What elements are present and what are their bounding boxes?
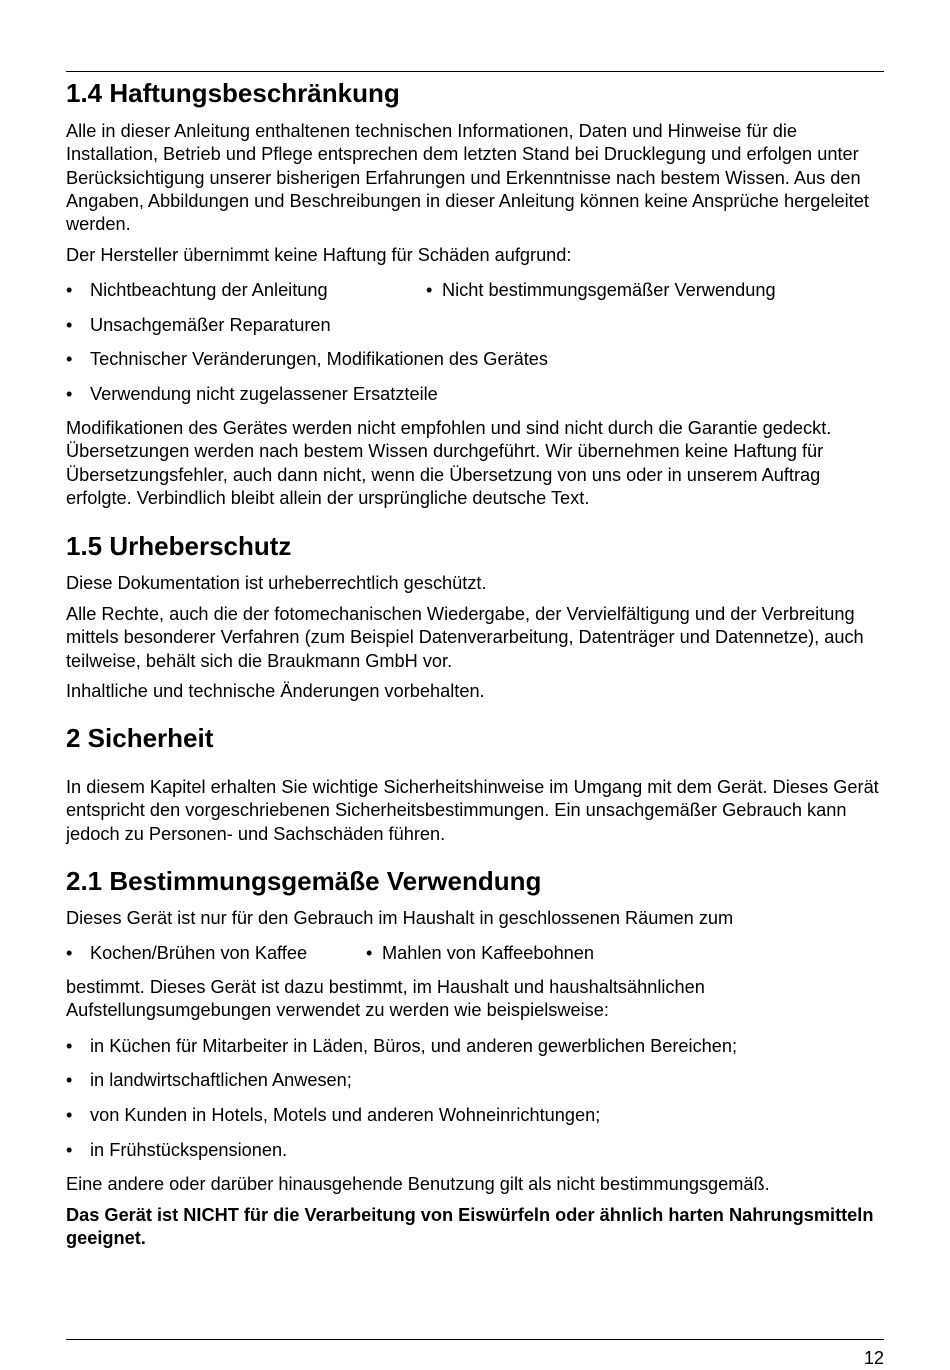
bullet-icon: • (366, 943, 373, 963)
bullet-icon: • (66, 315, 73, 335)
paragraph-changes: Inhaltliche und technische Änderungen vorbehalten. (66, 681, 485, 701)
bullet-icon: • (66, 1140, 73, 1160)
bullet-icon: • (66, 1070, 73, 1090)
paragraph-copyright: Diese Dokumentation ist urheberrechtlich geschützt. (66, 573, 487, 593)
bottom-rule (66, 1339, 884, 1340)
top-rule (66, 71, 884, 72)
bullet-icon: • (66, 280, 73, 300)
paragraph-household: bestimmt. Dieses Gerät ist dazu bestimmt, im Haushalt und haushaltsähnlichen Aufstellungsumgebungen verwendet zu werden wie beispielsweise: (66, 977, 705, 1021)
paragraph-safety: In diesem Kapitel erhalten Sie wichtige Sicherheitshinweise im Umgang mit dem Gerät. Dieses Gerät entspricht den vorgeschriebenen Sicherheitsbestimmungen. Ein unsachgemäßer Gebrauch kann jedoch zu Personen- und Sachschäden führen. (66, 777, 879, 844)
list-item: • in Küchen für Mitarbeiter in Läden, Büros, und anderen gewerblichen Bereichen; (66, 1035, 737, 1058)
section-title-1-4: 1.4 Haftungsbeschränkung (66, 78, 400, 108)
list-item: • in Frühstückspensionen. (66, 1139, 287, 1162)
bullet-icon: • (66, 384, 73, 404)
paragraph-liability-lead: Der Hersteller übernimmt keine Haftung für Schäden aufgrund: (66, 245, 572, 265)
paragraph-rights: Alle Rechte, auch die der fotomechanischen Wiedergabe, der Vervielfältigung und der Verbreitung mittels besonderer Verfahren (zum Beispiel Datenverarbeitung, Datenträger und Datennetze), auch teilweise, behält sich die Braukmann GmbH vor. (66, 604, 864, 671)
section-title-2-1: 2.1 Bestimmungsgemäße Verwendung (66, 866, 542, 896)
paragraph-other-use: Eine andere oder darüber hinausgehende Benutzung gilt als nicht bestimmungsgemäß. (66, 1174, 770, 1194)
bullet-icon: • (66, 1036, 73, 1056)
list-item: • Nichtbeachtung der Anleitung (66, 279, 328, 302)
list-item: • Kochen/Brühen von Kaffee (66, 942, 307, 965)
list-item: • in landwirtschaftlichen Anwesen; (66, 1069, 352, 1092)
bullet-icon: • (66, 349, 73, 369)
bullet-icon: • (426, 280, 433, 300)
list-item: • Technischer Veränderungen, Modifikationen des Gerätes (66, 348, 548, 371)
section-title-1-5: 1.5 Urheberschutz (66, 531, 292, 561)
paragraph-warning-ice: Das Gerät ist NICHT für die Verarbeitung von Eiswürfeln oder ähnlich harten Nahrungsmitteln geeignet. (66, 1205, 874, 1249)
paragraph-intended-use: Dieses Gerät ist nur für den Gebrauch im Haushalt in geschlossenen Räumen zum (66, 908, 734, 928)
bullet-icon: • (66, 943, 73, 963)
bullet-icon: • (66, 1105, 73, 1125)
section-title-2: 2 Sicherheit (66, 723, 214, 753)
list-item: • Verwendung nicht zugelassener Ersatzteile (66, 383, 438, 406)
paragraph-liability-intro: Alle in dieser Anleitung enthaltenen technischen Informationen, Daten und Hinweise für die Installation, Betrieb und Pflege entsprechen dem letzten Stand bei Drucklegung und erfolgen unter Berücksichtigung unserer bisherigen Erfahrungen und Erkenntnisse nach bestem Wissen. Aus den Angaben, Abbildungen und Beschreibungen in dieser Anleitung können keine Ansprüche hergeleitet werden. (66, 121, 869, 235)
page-number: 12 (863, 1348, 884, 1368)
list-item: • Nicht bestimmungsgemäßer Verwendung (426, 279, 776, 302)
list-item: • von Kunden in Hotels, Motels und anderen Wohneinrichtungen; (66, 1104, 600, 1127)
paragraph-modifications: Modifikationen des Gerätes werden nicht empfohlen und sind nicht durch die Garantie gedeckt. Übersetzungen werden nach bestem Wissen durchgeführt. Wir übernehmen keine Haftung für Übersetzungsfehler, auch dann nicht, wenn die Übersetzung von uns oder in unserem Auftrag erfolgte. Verbindlich bleibt allein der ursprüngliche deutsche Text. (66, 418, 832, 508)
list-item: • Unsachgemäßer Reparaturen (66, 314, 331, 337)
list-item: • Mahlen von Kaffeebohnen (366, 942, 594, 965)
